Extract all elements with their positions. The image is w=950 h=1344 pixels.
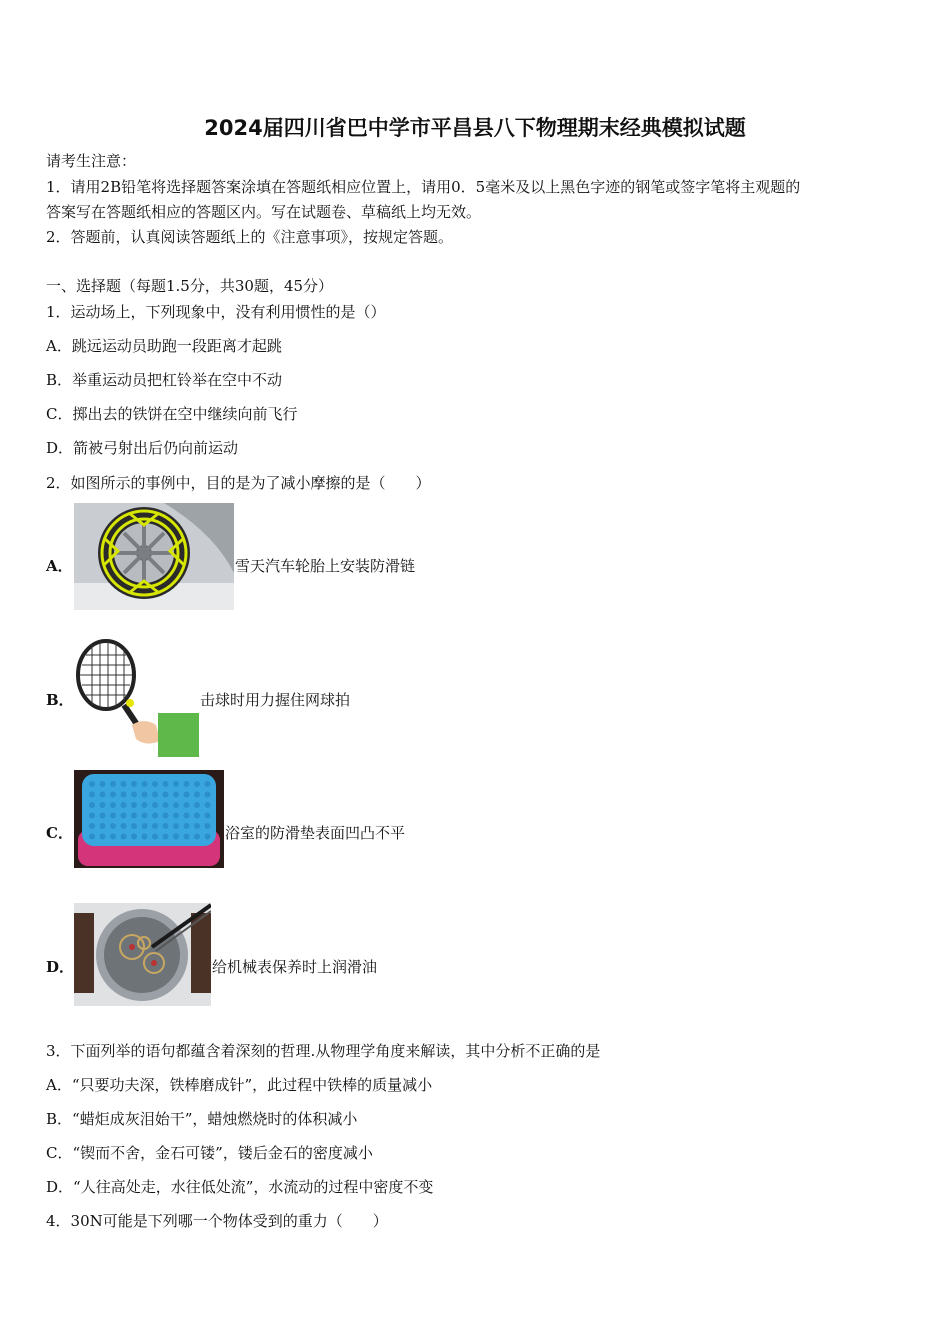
question-1-option-a: A．跳远运动员助跑一段距离才起跳 [46,337,282,355]
question-3-option-d: D．“人往高处走，水往低处流”，水流动的过程中密度不变 [46,1178,434,1196]
anti-slip-mat-image [74,770,224,868]
question-2-option-b-letter: B． [46,691,74,709]
notice-2: 2．答题前，认真阅读答题纸上的《注意事项》，按规定答题。 [46,228,454,246]
notice-header: 请考生注意： [46,152,137,170]
question-1-option-d: D．箭被弓射出后仍向前运动 [46,439,239,457]
page-title: 2024届四川省巴中学市平昌县八下物理期末经典模拟试题 [204,116,746,140]
notice-1-line2: 答案写在答题纸相应的答题区内。写在试题卷、草稿纸上均无效。 [46,203,482,221]
snow-chain-tire-image [74,503,234,610]
mechanical-watch-image [74,903,211,1006]
question-2-option-c-text: 浴室的防滑垫表面凹凸不平 [225,824,406,842]
question-2-option-d-text: 给机械表保养时上润滑油 [212,958,378,976]
question-2-stem: 2．如图所示的事例中，目的是为了减小摩擦的是（ ） [46,474,431,492]
question-3-option-c: C．“锲而不舍，金石可镂”，镂后金石的密度减小 [46,1144,373,1162]
question-2-option-a-letter: A． [46,557,73,575]
question-3-option-a: A．“只要功夫深，铁棒磨成针”，此过程中铁棒的质量减小 [46,1076,433,1094]
question-2-option-b-text: 击球时用力握住网球拍 [200,691,351,709]
section-header: 一、选择题（每题1.5分，共30题，45分） [46,277,334,295]
question-2-option-d-letter: D． [46,958,75,976]
question-3-stem: 3．下面列举的语句都蕴含着深刻的哲理.从物理学角度来解读，其中分析不正确的是 [46,1042,601,1060]
notice-1-line1: 1．请用2B铅笔将选择题答案涂填在答题纸相应位置上，请用0．5毫米及以上黑色字迹的钢笔或签字笔将主观题的 [46,178,801,196]
question-4-stem: 4．30N可能是下列哪一个物体受到的重力（ ） [46,1212,388,1230]
question-1-option-b: B．举重运动员把杠铃举在空中不动 [46,371,283,389]
tennis-racket-image [74,637,199,757]
question-1-stem: 1．运动场上，下列现象中，没有利用惯性的是（） [46,303,386,321]
question-2-option-c-letter: C． [46,824,73,842]
question-3-option-b: B．“蜡炬成灰泪始干”，蜡烛燃烧时的体积减小 [46,1110,358,1128]
question-1-option-c: C．掷出去的铁饼在空中继续向前飞行 [46,405,298,423]
question-2-option-a-text: 雪天汽车轮胎上安装防滑链 [235,557,416,575]
